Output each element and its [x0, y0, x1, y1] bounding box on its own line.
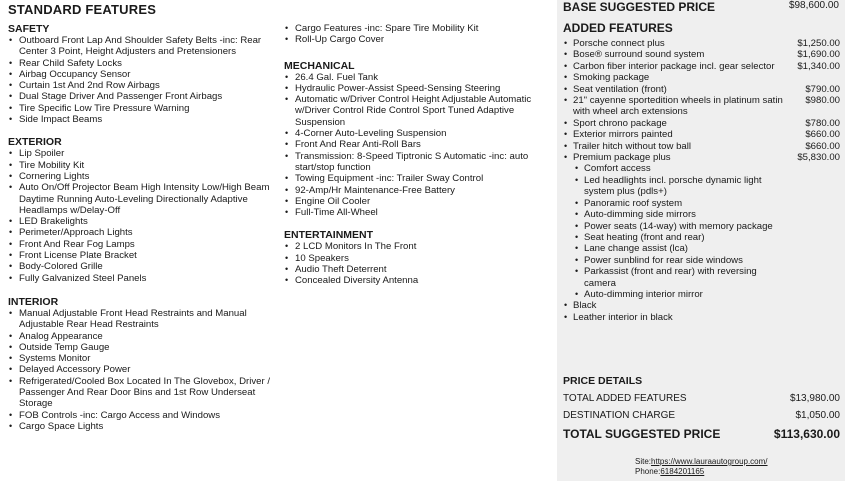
feature-price: $660.00: [805, 140, 840, 152]
feature-item: • Rear Child Safety Locks: [8, 58, 278, 69]
total-added-value: $13,980.00: [789, 393, 840, 404]
feature-item: • 2 LCD Monitors In The Front: [284, 241, 552, 252]
package-sub-item: [563, 255, 840, 266]
dealer-footer: [635, 457, 768, 477]
total-price-label: TOTAL SUGGESTED PRICE: [563, 427, 721, 441]
feature-item: • Airbag Occupancy Sensor: [8, 69, 278, 80]
feature-price: $1,250.00: [797, 38, 840, 49]
package-sub-item: [563, 175, 840, 198]
features-column-2: [284, 23, 552, 287]
interior-list: [8, 308, 278, 432]
added-features-list: [563, 38, 840, 323]
feature-item: • Cornering Lights: [8, 171, 278, 182]
feature-label: Leather interior in black: [573, 311, 673, 323]
feature-item: • Full-Time All-Wheel: [284, 207, 552, 218]
feature-item: • Lip Spoiler: [8, 148, 278, 159]
feature-label: Led headlights incl. porsche dynamic light system plus (pdls+): [584, 174, 762, 198]
added-features-heading: ADDED FEATURES: [563, 21, 673, 35]
feature-label: Auto-dimming side mirrors: [584, 209, 696, 221]
phone-link[interactable]: 6184201165: [660, 467, 705, 476]
feature-item: • Manual Adjustable Front Head Restraints and Manual Adjustable Rear Head Restraints: [8, 308, 278, 331]
destination-row: [563, 410, 840, 421]
added-feature-item: [563, 129, 840, 140]
feature-label: Black: [573, 300, 597, 312]
feature-item: • Systems Monitor: [8, 353, 278, 364]
added-feature-item: [563, 312, 840, 323]
feature-item: • Side Impact Beams: [8, 114, 278, 125]
site-label: Site:: [635, 457, 652, 466]
added-feature-item: [563, 152, 840, 163]
total-price-row: [563, 427, 840, 441]
feature-item: • Fully Galvanized Steel Panels: [8, 273, 278, 284]
feature-item: • FOB Controls -inc: Cargo Access and Windows: [8, 410, 278, 421]
feature-item: • Auto On/Off Projector Beam High Intensity Low/High Beam Daytime Running Auto-Leveling Directionally Adaptive Headlamps w/Delay-Off: [8, 182, 278, 216]
page-title: STANDARD FEATURES: [8, 2, 157, 17]
exterior-heading: EXTERIOR: [8, 136, 62, 149]
feature-item: • 92-Amp/Hr Maintenance-Free Battery: [284, 185, 552, 196]
feature-label: Carbon fiber interior package incl. gear selector: [573, 60, 775, 72]
base-price-row: [563, 0, 839, 14]
feature-label: Porsche connect plus: [573, 38, 665, 49]
feature-label: Seat ventilation (front): [573, 83, 667, 95]
feature-item: • 4-Corner Auto-Leveling Suspension: [284, 128, 552, 139]
feature-item: • Front And Rear Anti-Roll Bars: [284, 139, 552, 150]
feature-price: $660.00: [805, 129, 840, 141]
feature-label: Seat heating (front and rear): [584, 231, 705, 243]
total-added-label: TOTAL ADDED FEATURES: [563, 393, 687, 404]
exterior-list: [8, 148, 278, 284]
feature-item: • Transmission: 8-Speed Tiptronic S Automatic -inc: auto start/stop function: [284, 151, 552, 174]
destination-value: $1,050.00: [795, 410, 840, 421]
added-feature-item: [563, 61, 840, 72]
feature-label: Premium package plus: [573, 152, 671, 164]
feature-price: $980.00: [805, 95, 840, 107]
feature-label: Panoramic roof system: [584, 197, 683, 209]
feature-item: • LED Brakelights: [8, 216, 278, 227]
added-feature-item: [563, 118, 840, 129]
phone-label: Phone:: [635, 467, 661, 476]
pricing-panel: [557, 0, 845, 481]
feature-price: $1,690.00: [797, 49, 840, 61]
site-line: [635, 457, 768, 467]
package-sub-item: [563, 163, 840, 174]
total-added-row: [563, 393, 840, 404]
feature-item: • Cargo Space Lights: [8, 421, 278, 432]
feature-item: • Engine Oil Cooler: [284, 196, 552, 207]
feature-item: • Roll-Up Cargo Cover: [284, 34, 552, 45]
feature-price: $1,340.00: [797, 60, 840, 72]
feature-label: Power sunblind for rear side windows: [584, 254, 743, 266]
feature-price: $780.00: [805, 117, 840, 129]
total-price-value: $113,630.00: [773, 427, 840, 441]
entertainment-list: [284, 241, 552, 286]
features-column-1: [8, 23, 278, 432]
added-feature-item: [563, 141, 840, 152]
feature-item: • Outside Temp Gauge: [8, 342, 278, 353]
feature-item: • Cargo Features -inc: Spare Tire Mobility Kit: [284, 23, 552, 34]
package-sub-item: [563, 232, 840, 243]
feature-label: Bose® surround sound system: [573, 49, 705, 61]
feature-item: • Analog Appearance: [8, 331, 278, 342]
feature-item: • Audio Theft Deterrent: [284, 264, 552, 275]
feature-item: • Front And Rear Fog Lamps: [8, 239, 278, 250]
feature-item: • 10 Speakers: [284, 253, 552, 264]
added-feature-item: [563, 95, 840, 118]
base-price-value: $98,600.00: [788, 0, 839, 11]
feature-label: Comfort access: [584, 163, 651, 175]
phone-line: [635, 467, 768, 477]
feature-price: $5,830.00: [797, 152, 840, 164]
feature-label: Sport chrono package: [573, 117, 667, 129]
price-details-heading: PRICE DETAILS: [563, 375, 643, 387]
package-sub-item: [563, 266, 840, 289]
feature-item: • Body-Colored Grille: [8, 261, 278, 272]
feature-label: Parkassist (front and rear) with reversing camera: [584, 266, 757, 289]
mechanical-list: [284, 72, 552, 219]
feature-item: • Curtain 1st And 2nd Row Airbags: [8, 80, 278, 91]
feature-item: • Tire Specific Low Tire Pressure Warning: [8, 103, 278, 114]
feature-item: • Tire Mobility Kit: [8, 160, 278, 171]
package-sub-item: [563, 221, 840, 232]
feature-item: • 26.4 Gal. Fuel Tank: [284, 72, 552, 83]
base-price-label: BASE SUGGESTED PRICE: [563, 0, 716, 14]
added-feature-item: [563, 49, 840, 60]
interior-heading: INTERIOR: [8, 295, 59, 308]
safety-list: [8, 35, 278, 125]
feature-item: • Concealed Diversity Antenna: [284, 275, 552, 286]
feature-label: 21" cayenne sportedition wheels in platinum satin with wheel arch extensions: [573, 95, 783, 118]
package-sub-item: [563, 289, 840, 300]
feature-item: • Automatic w/Driver Control Height Adjustable Automatic w/Driver Control Ride Control Sport Tuned Adaptive Suspension: [284, 94, 552, 128]
site-link[interactable]: https://www.lauraautogroup.com/: [651, 457, 768, 466]
added-feature-item: [563, 38, 840, 49]
destination-label: DESTINATION CHARGE: [563, 410, 676, 421]
feature-item: • Refrigerated/Cooled Box Located In The Glovebox, Driver / Passenger And Rear Door Bins and 1st Row Underseat Storage: [8, 376, 278, 410]
package-sub-item: [563, 198, 840, 209]
package-sub-item: [563, 209, 840, 220]
feature-label: Lane change assist (lca): [584, 243, 688, 255]
feature-item: • Towing Equipment -inc: Trailer Sway Control: [284, 173, 552, 184]
feature-label: Exterior mirrors painted: [573, 129, 673, 141]
feature-label: Trailer hitch without tow ball: [573, 140, 692, 152]
feature-item: • Dual Stage Driver And Passenger Front Airbags: [8, 91, 278, 102]
feature-label: Auto-dimming interior mirror: [584, 288, 703, 300]
entertainment-heading: ENTERTAINMENT: [284, 229, 374, 242]
feature-label: Power seats (14-way) with memory package: [584, 220, 773, 232]
feature-item: • Front License Plate Bracket: [8, 250, 278, 261]
feature-item: • Outboard Front Lap And Shoulder Safety Belts -inc: Rear Center 3 Point, Height Adjusters and Pretensioners: [8, 35, 278, 58]
feature-item: • Hydraulic Power-Assist Speed-Sensing Steering: [284, 83, 552, 94]
package-sub-item: [563, 243, 840, 254]
feature-price: $790.00: [805, 83, 840, 95]
added-feature-item: [563, 72, 840, 83]
feature-item: • Delayed Accessory Power: [8, 364, 278, 375]
mechanical-heading: MECHANICAL: [284, 59, 355, 72]
added-feature-item: [563, 84, 840, 95]
cargo-list: [284, 23, 552, 46]
safety-heading: SAFETY: [8, 23, 50, 35]
feature-item: • Perimeter/Approach Lights: [8, 227, 278, 238]
added-feature-item: [563, 300, 840, 311]
feature-label: Smoking package: [573, 72, 650, 84]
